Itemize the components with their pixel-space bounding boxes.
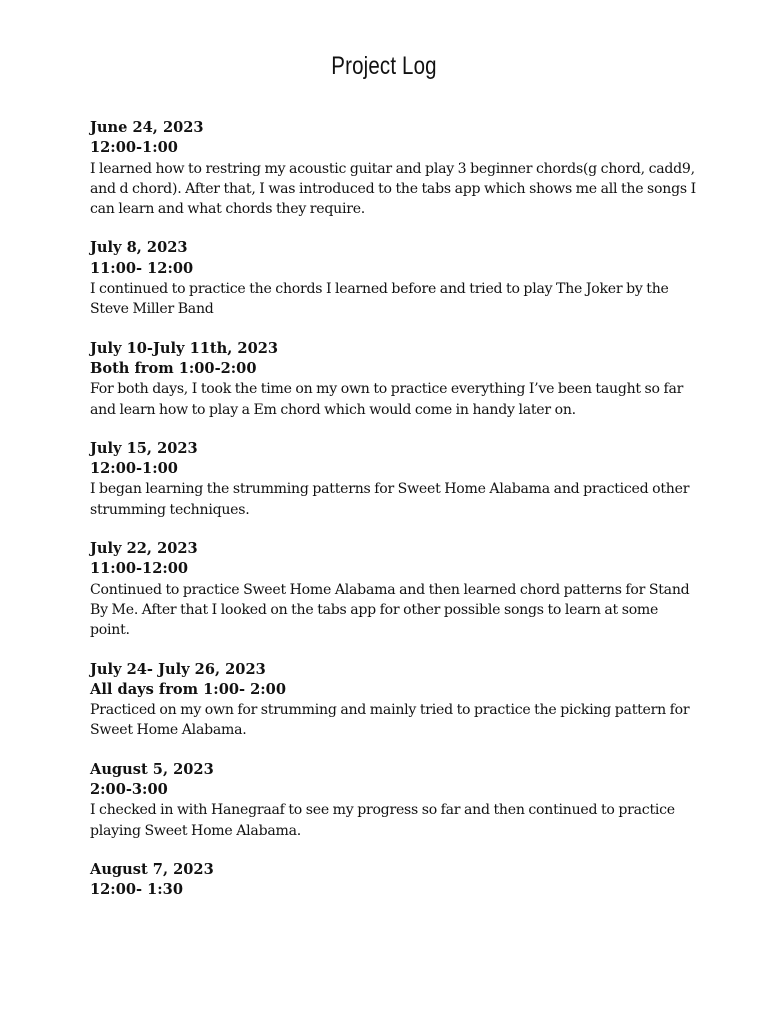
entry-description	[90, 379, 690, 420]
log-entry	[90, 760, 690, 841]
log-entry	[90, 539, 690, 640]
entry-date: August 7, 2023	[90, 860, 214, 878]
description-line: strumming techniques.	[90, 501, 250, 518]
description-line: For both days, I took the time on my own to practice everything I’ve been taught so far	[90, 381, 684, 398]
entry-date: July 22, 2023	[90, 540, 198, 558]
log-entry	[90, 660, 690, 741]
log-entries	[90, 118, 696, 920]
description-line: I continued to practice the chords I learned before and tried to play The Joker by the	[90, 281, 669, 298]
description-line: Continued to practice Sweet Home Alabama and then learned chord patterns for Stand	[90, 581, 690, 598]
log-entry	[90, 118, 696, 219]
entry-description	[90, 159, 696, 220]
entry-time: 12:00-1:00	[90, 139, 178, 157]
description-line: and learn how to play a Em chord which would come in handy later on.	[90, 401, 576, 418]
entry-time: Both from 1:00-2:00	[90, 359, 257, 377]
description-line: Sweet Home Alabama.	[90, 722, 247, 739]
log-entry	[90, 238, 690, 319]
description-line: Steve Miller Band	[90, 301, 214, 318]
description-line: Practiced on my own for strumming and mainly tried to practice the picking pattern for	[90, 702, 690, 719]
entry-time: 12:00- 1:30	[90, 881, 183, 899]
description-line: By Me. After that I looked on the tabs app for other possible songs to learn at some	[90, 601, 659, 618]
entry-time: 11:00- 12:00	[90, 259, 194, 277]
entry-description	[90, 800, 690, 841]
description-line: I began learning the strumming patterns for Sweet Home Alabama and practiced other	[90, 481, 690, 498]
entry-description	[90, 479, 690, 520]
entry-time: 11:00-12:00	[90, 560, 189, 578]
entry-date: July 8, 2023	[90, 239, 188, 257]
entry-date: July 15, 2023	[90, 439, 198, 457]
entry-date: July 10-July 11th, 2023	[90, 339, 279, 357]
entry-description	[90, 279, 690, 320]
description-line: point.	[90, 622, 130, 639]
entry-time: All days from 1:00- 2:00	[90, 680, 286, 698]
log-entry	[90, 339, 690, 420]
entry-description	[90, 580, 690, 641]
description-line: playing Sweet Home Alabama.	[90, 822, 301, 839]
log-entry	[90, 860, 690, 901]
entry-date: August 5, 2023	[90, 760, 214, 778]
description-line: I checked in with Hanegraaf to see my progress so far and then continued to practice	[90, 802, 675, 819]
entry-date: July 24- July 26, 2023	[90, 660, 266, 678]
entry-date: June 24, 2023	[90, 119, 204, 136]
log-entry	[90, 439, 690, 520]
description-line: I learned how to restring my acoustic guitar and play 3 beginner chords(g chord, cadd9,	[90, 160, 695, 177]
page-title: Project Log	[331, 52, 437, 80]
entry-time: 2:00-3:00	[90, 781, 168, 799]
description-line: and d chord). After that, I was introduced to the tabs app which shows me all the songs I	[90, 180, 696, 197]
entry-time: 12:00-1:00	[90, 460, 178, 478]
description-line: can learn and what chords they require.	[90, 201, 366, 218]
entry-description	[90, 700, 690, 741]
